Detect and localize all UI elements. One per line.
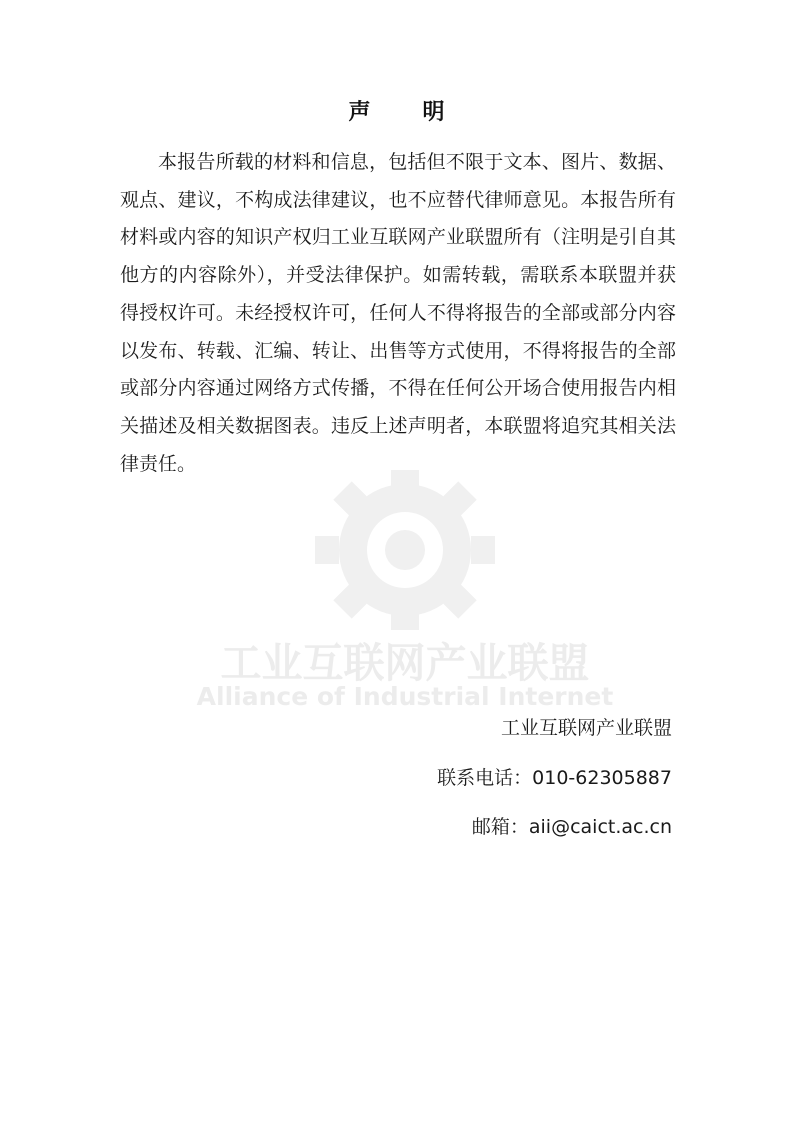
signature-organization: 工业互联网产业联盟: [500, 717, 672, 739]
watermark-name-cn: 工业互联网产业联盟: [220, 639, 590, 687]
statement-paragraph: 本报告所载的材料和信息，包括但不限于文本、图片、数据、观点、建议，不构成法律建议，也不应替代律师意见。本报告所有材料或内容的知识产权归工业互联网产业联盟所有（注明是引自其他方的内容除外），并受法律保护。如需转载，需联系本联盟并获得授权许可。未经授权许可，任何人不得将报告的全部或部分内容以发布、转载、汇编、转让、出售等方式使用，不得将报告的全部或部分内容通过网络方式传播，不得在任何公开场合使用报告内相关描述及相关数据图表。违反上述声明者，本联盟将追究其相关法律责任。: [120, 151, 676, 475]
page-title: 声明: [348, 100, 497, 125]
signature-phone: 联系电话：010-62305887: [437, 767, 672, 789]
watermark-name-en: Alliance of Industrial Internet: [196, 682, 614, 711]
gear-logo-icon: [195, 470, 615, 630]
signature-email: 邮箱：aii@caict.ac.cn: [471, 816, 672, 838]
watermark: [195, 470, 615, 720]
